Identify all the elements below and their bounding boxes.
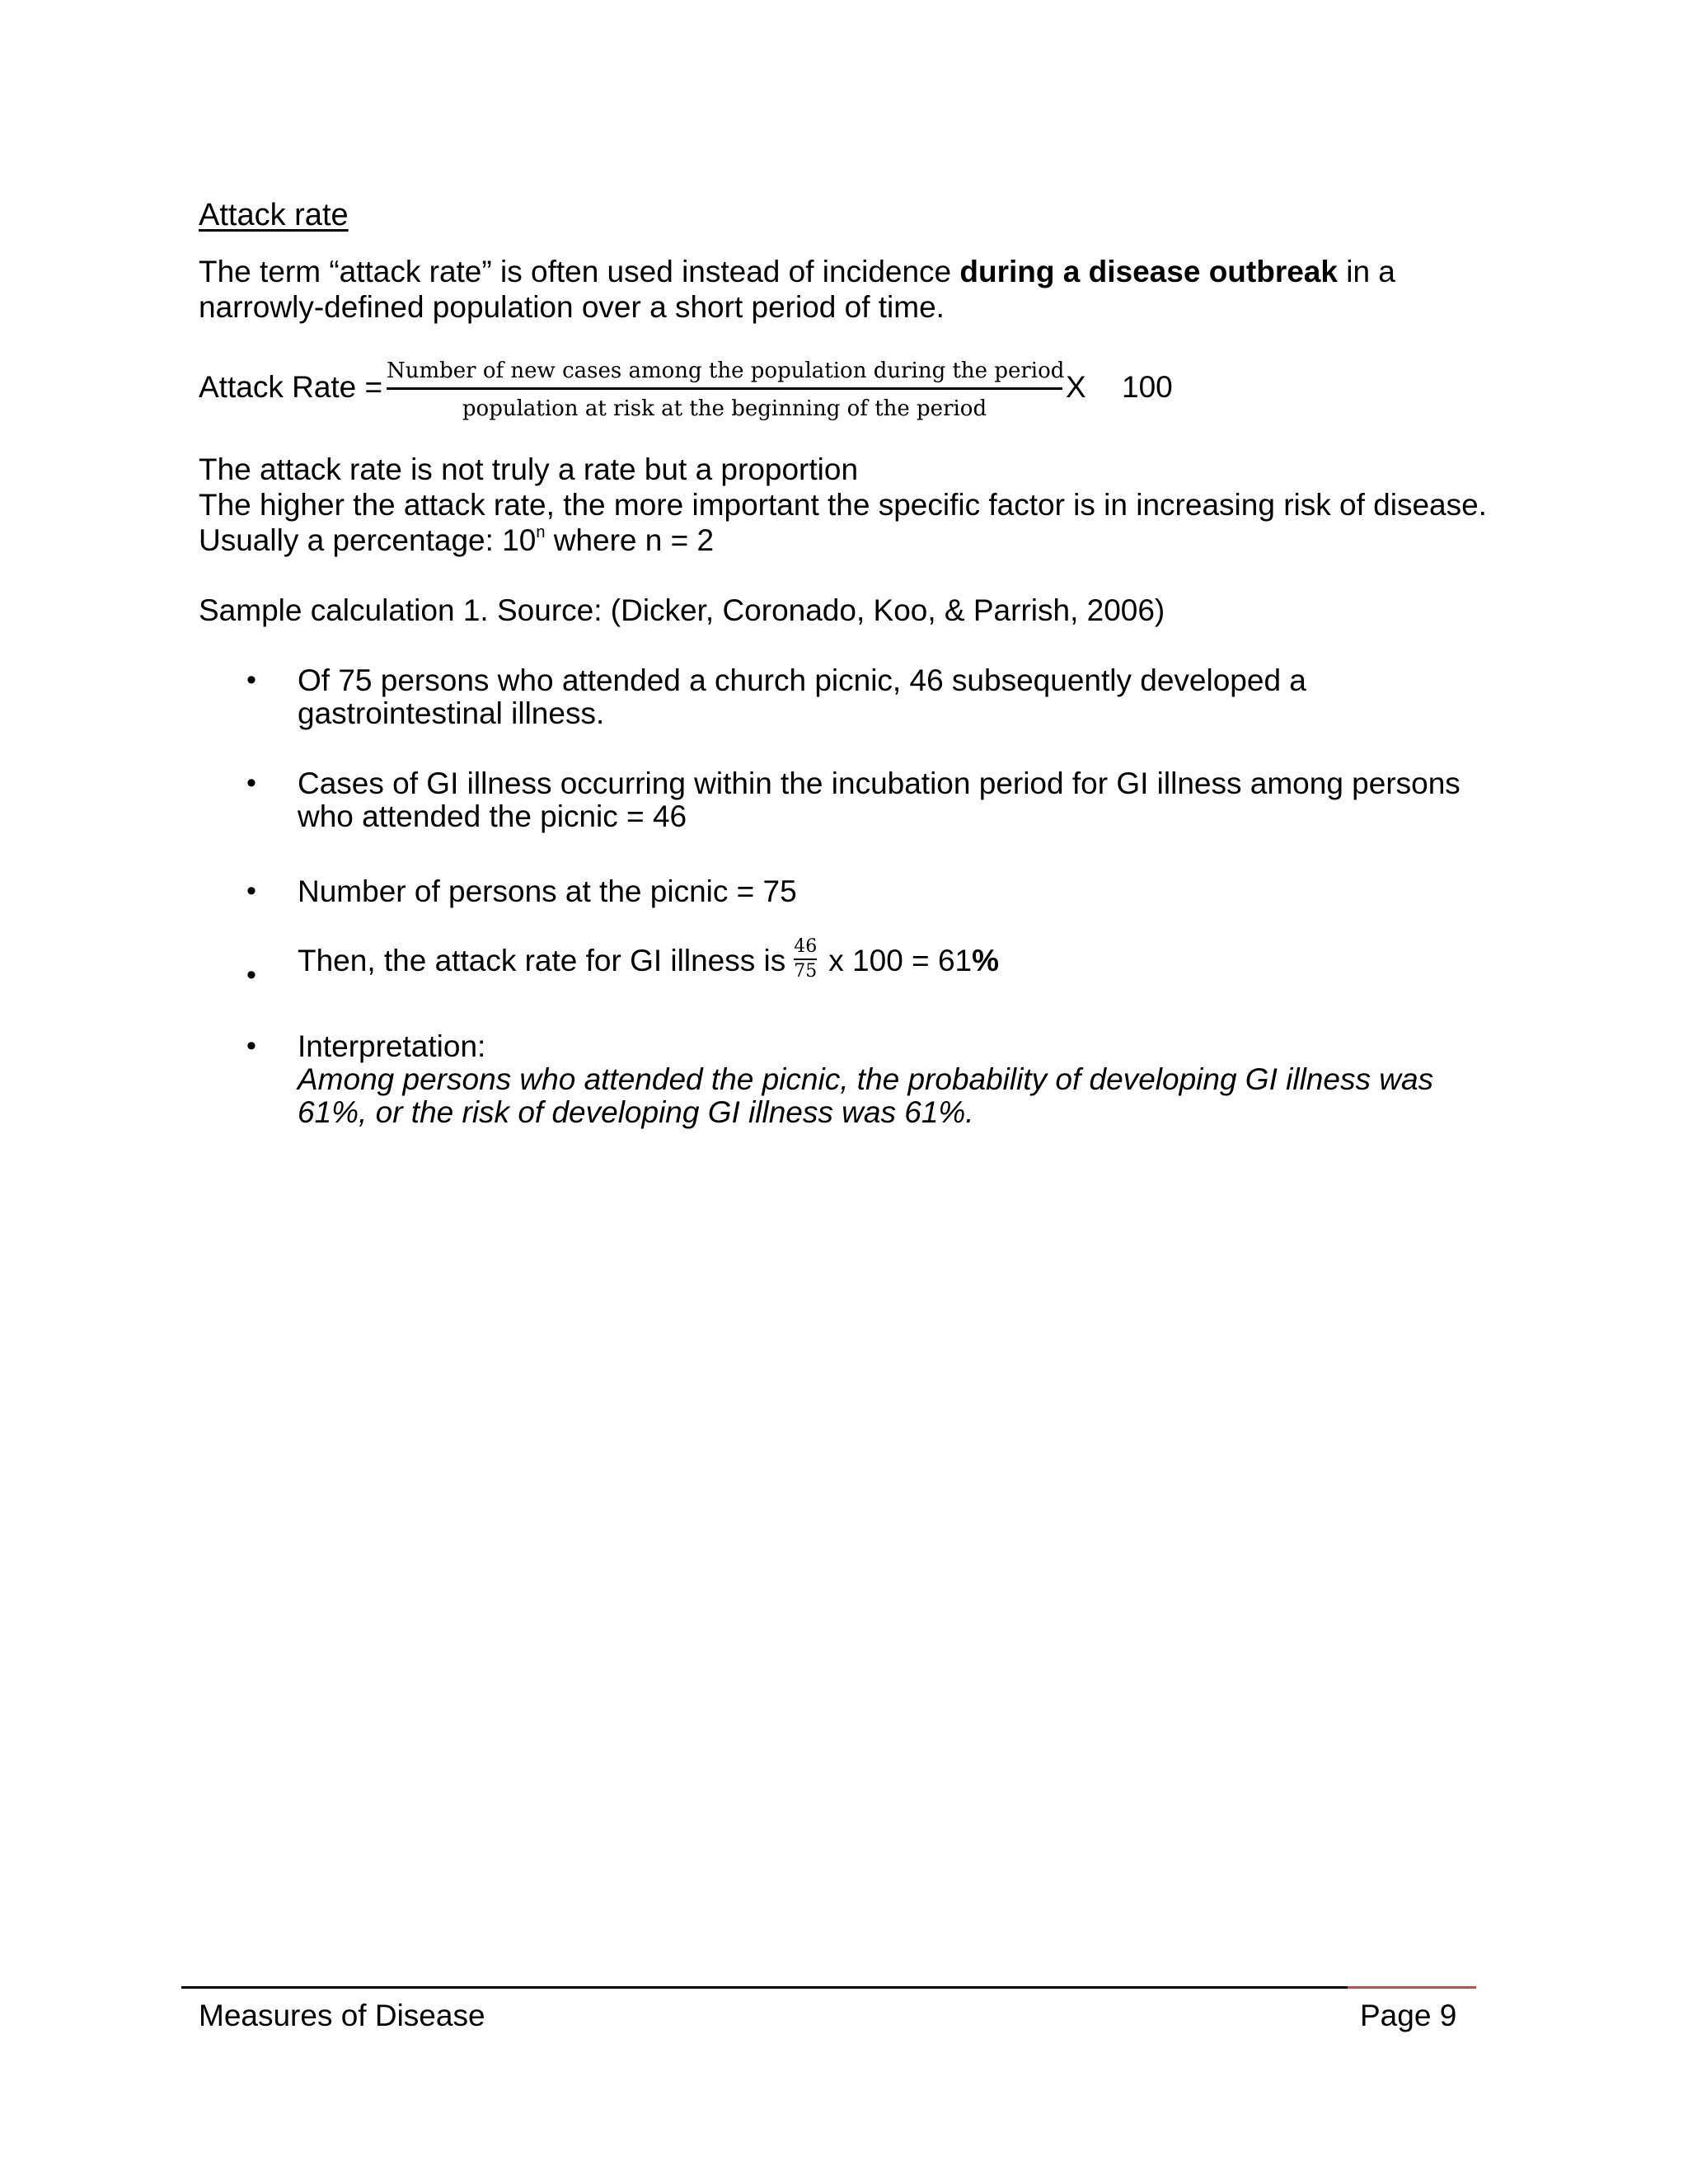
bullet-marker: • [246,875,256,907]
formula-multiplier: 100 [1122,370,1173,404]
note-line-2: The higher the attack rate, the more important the specific factor is in increasing risk of disease. [199,488,1487,522]
note-line-3: Usually a percentage: 10$^n$ where n = 2 [199,523,715,557]
footer-title: Measures of Disease [199,1999,485,2032]
page-number: Page 9 [1360,1999,1457,2032]
formula-label: Attack Rate = [199,370,383,404]
fraction-bar [387,387,1062,390]
section-heading: Attack rate [199,198,349,232]
intro-line-2: narrowly-defined population over a short period of time. [199,290,945,324]
exponent: n [536,523,546,541]
bullet-marker: • [246,959,256,991]
interpretation-text: 61%, or the risk of developing GI illness was 61%. [298,1095,974,1129]
inline-fraction [794,936,817,982]
formula-times: X [1066,370,1086,404]
formula-fraction [387,356,1065,423]
inline-numerator: 46 [794,936,818,957]
intro-paragraph [199,254,1395,325]
interpretation-text: Among persons who attended the picnic, the probability of developing GI illness was [298,1062,1434,1096]
bullet-marker: • [246,664,256,696]
footer-accent-line [1348,1986,1476,1989]
notes-paragraph [199,452,1487,558]
document-page: Attack rate The term “attack rate” is often used instead of incidence during a disease outbreak in a narrowly-defined population over a short period of time. Attack Rate = Number of new cases among the population during the period population at risk at the beginning of the period X 100 The attack rate is not truly a rate but a proportion The higher the attack rate, the more important the specific factor is in increasing risk of disease. Usually a percentage: 10$^n$ where n = 2 Sample calculation 1. Source: (Dicker, Coronado, Koo, & Parrish, 2006) • Of 75 persons who attended a church picnic, 46 subsequently developed a gastrointestinal illness. • Cases of GI illness occurring within the incubation period for GI illness among persons who attended the picnic = 46 • Number of persons at the picnic = 75 • Then, the attack rate for GI illness is $\frac{46}{75}$ x 100 = 61% • Interpretation: Among persons who attended the picnic, the probability of developing GI illness was 61%, or the risk of developing GI illness was 61%. Measures of Disease Page 9 [0,0,1688,2184]
intro-line-1: The term “attack rate” is often used instead of incidence during a disease outbreak in a [199,255,1395,288]
footer-divider [181,1986,1348,1989]
sample-calculation-title: Sample calculation 1. Source: (Dicker, Coronado, Koo, & Parrish, 2006) [199,593,1165,627]
inline-denominator: 75 [794,961,818,982]
formula-numerator: Number of new cases among the population during the period [387,359,1065,383]
note-line-1: The attack rate is not truly a rate but a proportion [199,452,859,486]
formula-denominator: population at risk at the beginning of the period [462,396,987,421]
bold-phrase: during a disease outbreak [959,255,1338,288]
inline-fraction-bar [794,958,817,960]
bullet-marker: • [246,1030,256,1062]
bullet-marker: • [246,767,256,799]
